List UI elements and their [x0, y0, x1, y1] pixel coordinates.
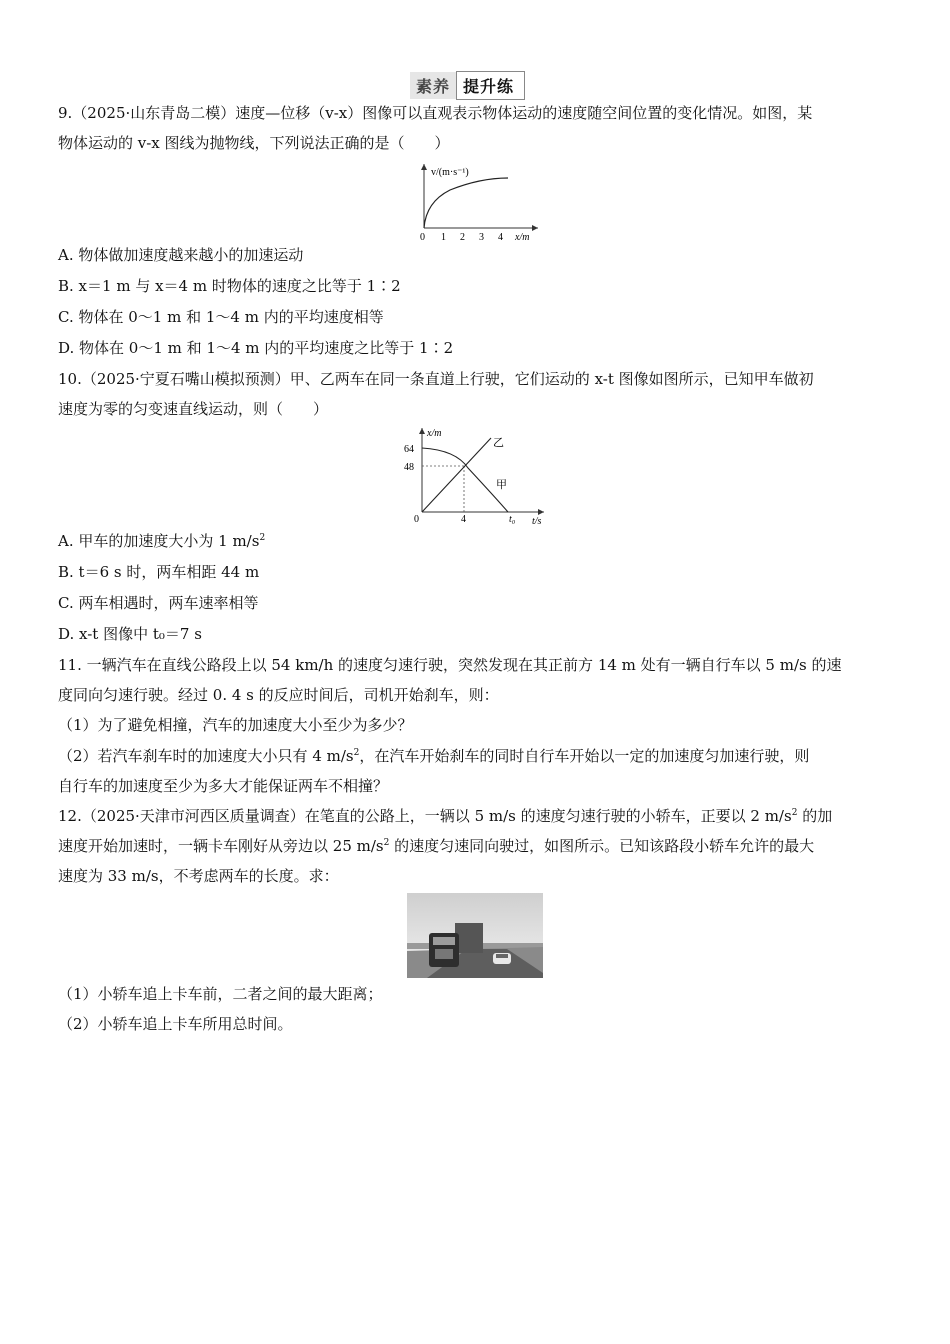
q10-t0: t₀ — [509, 514, 516, 525]
q9-parabola-curve — [424, 178, 508, 228]
q12-line2 — [58, 836, 898, 856]
q12-truck-car-photo — [407, 893, 543, 978]
photo-truck-trailer — [455, 923, 483, 953]
q9-origin-label: 0 — [420, 232, 425, 243]
photo-truck-windshield — [433, 937, 455, 945]
q10-label-jia: 甲 — [496, 479, 507, 491]
photo-car-window — [496, 954, 508, 958]
banner-left: 素养 — [410, 72, 456, 99]
q12-line1-a: 12.（2025·天津市河西区质量调查）在笔直的公路上，一辆以 5 m/s 的速度匀速行驶的小轿车，正要以 2 m/s — [58, 807, 792, 825]
q11-part2-b: ，在汽车开始刹车的同时自行车开始以一定的加速度匀加速行驶，则 — [359, 747, 810, 765]
q9-line2: 物体运动的 v-x 图线为抛物线，下列说法正确的是（ ） — [58, 134, 450, 152]
q10-x-arrow — [538, 509, 544, 515]
q9-y-label: v/(m·s⁻¹) — [431, 167, 469, 178]
q12-line3: 速度为 33 m/s，不考虑两车的长度。求： — [58, 867, 339, 885]
q9-x-label: x/m — [515, 232, 530, 243]
q10-y48: 48 — [404, 462, 414, 473]
q10-line1: 10.（2025·宁夏石嘴山模拟预测）甲、乙两车在同一条直道上行驶，它们运动的 x-t 图像如图所示，已知甲车做初 — [58, 370, 814, 388]
q10-xt-graph — [396, 424, 554, 528]
q11-line1: 11. 一辆汽车在直线公路段上以 54 km/h 的速度匀速行驶，突然发现在其正前方 14 m 处有一辆自行车以 5 m/s 的速 — [58, 656, 842, 674]
q11-part2-a: （2）若汽车刹车时的加速度大小只有 4 m/s — [58, 747, 354, 765]
q10-option-a — [58, 531, 898, 551]
q9-tick-1: 1 — [441, 232, 446, 243]
q10-option-b: B. t＝6 s 时，两车相距 44 m — [58, 563, 260, 581]
q12-line2-b: 的速度匀速同向驶过，如图所示。已知该路段小轿车允许的最大 — [389, 837, 815, 855]
q9-option-c: C. 物体在 0～1 m 和 1～4 m 内的平均速度相等 — [58, 308, 384, 326]
section-banner — [410, 72, 525, 98]
q11-part1: （1）为了避免相撞，汽车的加速度大小至少为多少？ — [58, 716, 413, 734]
q9-vx-graph — [410, 160, 550, 244]
q9-tick-3: 3 — [479, 232, 484, 243]
q10-x-label: t/s — [532, 516, 542, 527]
q9-line1: 9.（2025·山东青岛二模）速度—位移（v-x）图像可以直观表示物体运动的速度随空间位置的变化情况。如图，某 — [58, 104, 813, 122]
q12-line2-a: 速度开始加速时，一辆卡车刚好从旁边以 25 m/s — [58, 837, 384, 855]
q11-part2-sup: 2 — [353, 748, 360, 758]
q10-y-arrow — [419, 428, 425, 434]
q9-tick-2: 2 — [460, 232, 465, 243]
q11-line2: 度同向匀速行驶。经过 0. 4 s 的反应时间后，司机开始刹车，则： — [58, 686, 499, 704]
q11-part2 — [58, 746, 898, 766]
q9-x-arrow — [532, 225, 538, 231]
q10-x4: 4 — [461, 514, 466, 525]
q10-y64: 64 — [404, 444, 414, 455]
q12-line1 — [58, 806, 898, 826]
banner-right: 提升练 — [456, 71, 525, 100]
q9-tick-4: 4 — [498, 232, 503, 243]
q10-option-a-text: A. 甲车的加速度大小为 1 m/s — [58, 532, 260, 550]
q10-line2: 速度为零的匀变速直线运动，则（ ） — [58, 400, 329, 418]
q11-part2-cont: 自行车的加速度至少为多大才能保证两车不相撞？ — [58, 777, 389, 795]
photo-truck-grille — [435, 949, 453, 959]
q10-option-c: C. 两车相遇时，两车速率相等 — [58, 594, 259, 612]
q12-line1-sup: 2 — [791, 808, 798, 818]
q9-y-arrow — [421, 164, 427, 170]
q9-option-d: D. 物体在 0～1 m 和 1～4 m 内的平均速度之比等于 1∶2 — [58, 339, 454, 357]
q12-line2-sup: 2 — [383, 838, 390, 848]
q10-origin: 0 — [414, 514, 419, 525]
q12-part1: （1）小轿车追上卡车前，二者之间的最大距离； — [58, 985, 383, 1003]
q9-option-b: B. x＝1 m 与 x＝4 m 时物体的速度之比等于 1∶2 — [58, 277, 401, 295]
q10-y-label: x/m — [427, 428, 442, 439]
q12-part2: （2）小轿车追上卡车所用总时间。 — [58, 1015, 293, 1033]
q12-line1-b: 的加 — [797, 807, 833, 825]
q10-option-a-sup: 2 — [259, 533, 266, 543]
q10-option-d: D. x-t 图像中 t₀＝7 s — [58, 625, 202, 643]
q10-label-yi: 乙 — [493, 437, 504, 449]
q9-option-a: A. 物体做加速度越来越小的加速运动 — [58, 246, 304, 264]
